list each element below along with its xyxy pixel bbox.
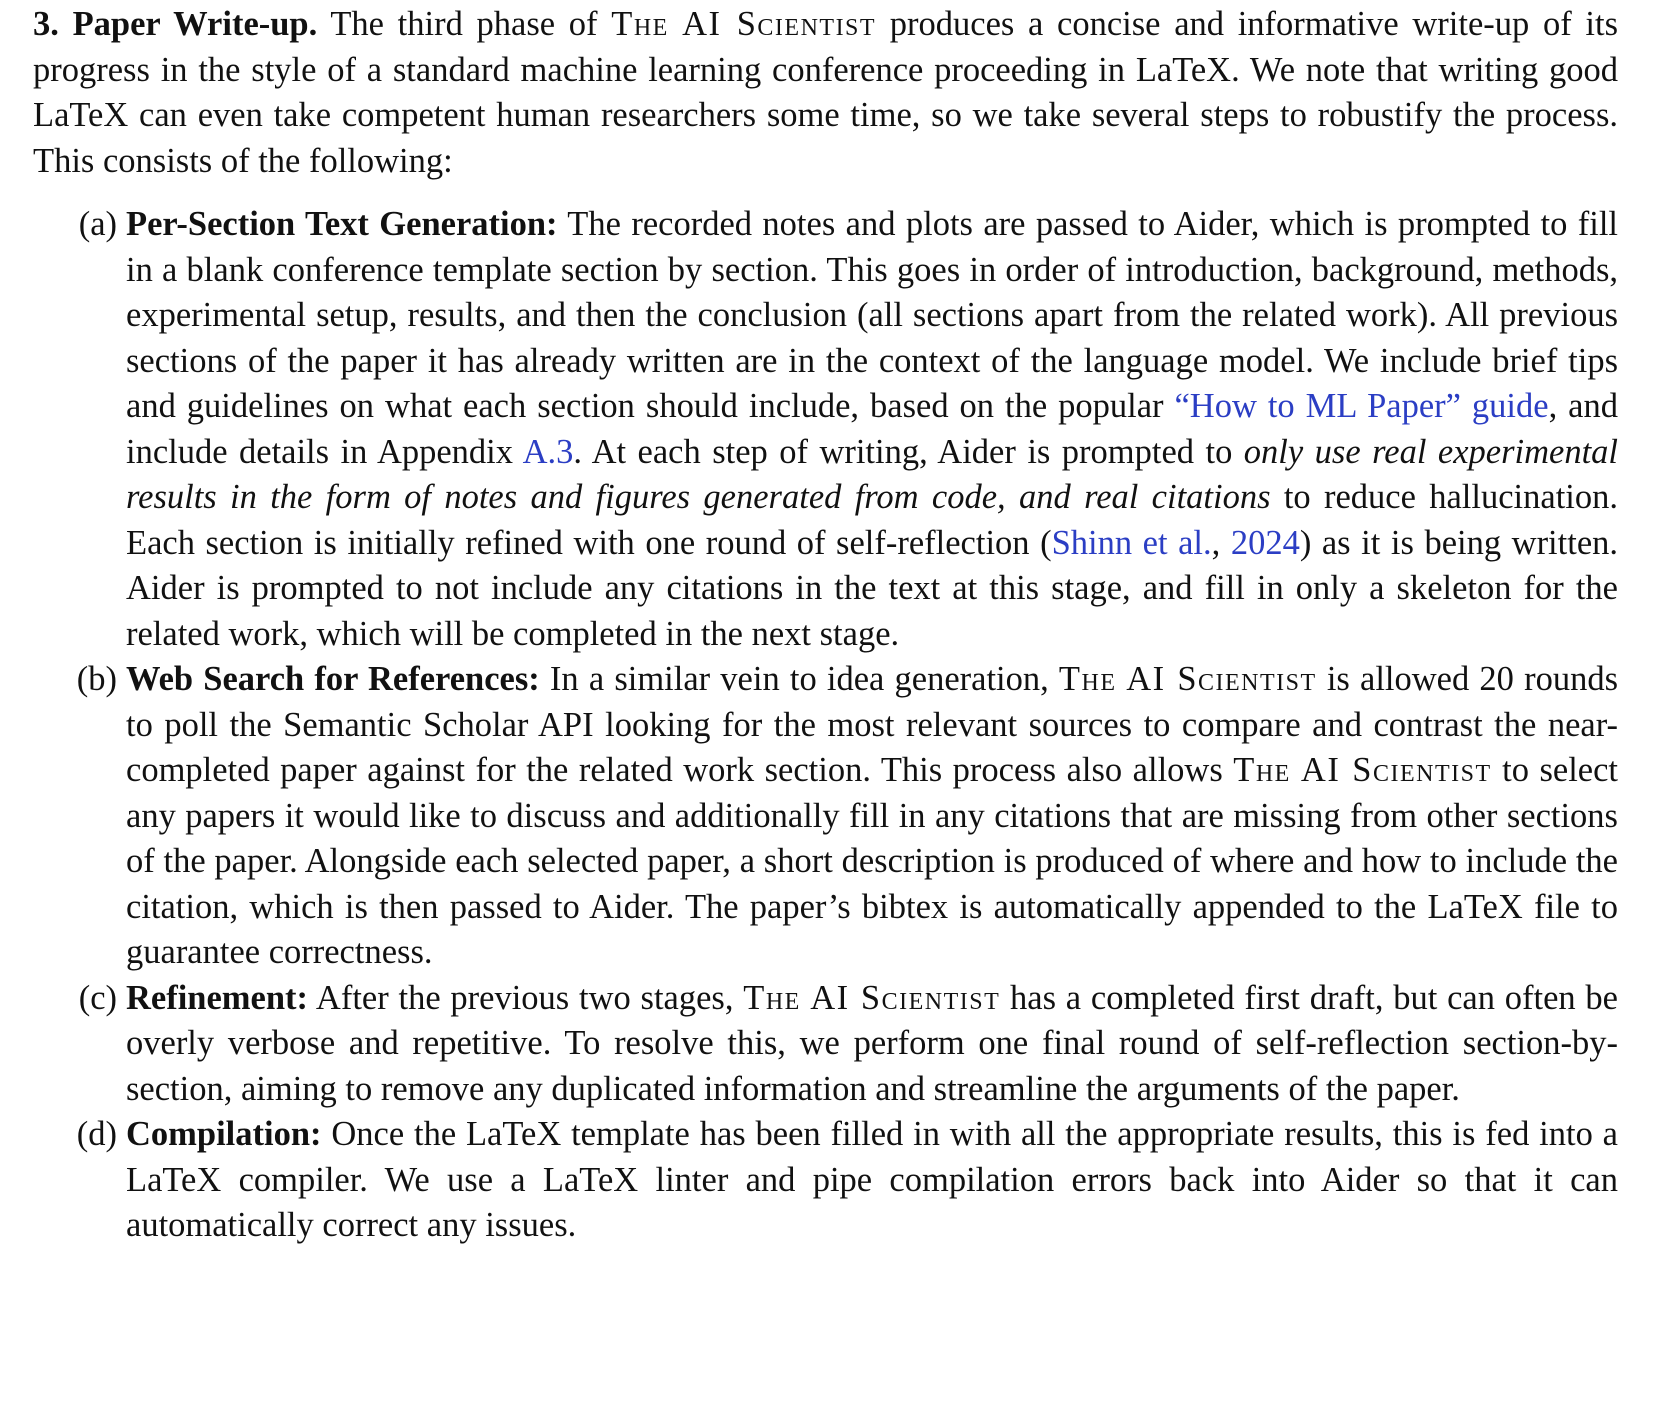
item-text: to reduce hallucination. Each section is initially refined with one round of self-reflection ( (126, 478, 1618, 562)
section-heading: 3. Paper Write-up. (33, 5, 318, 43)
list-item-c (78, 976, 1618, 1113)
system-name: The AI Scientist (1058, 660, 1317, 698)
item-term: Refinement: (126, 978, 309, 1017)
list-item-d (76, 1112, 1618, 1249)
appendix-link[interactable]: A.3 (522, 432, 574, 471)
guide-link[interactable]: “How to ML Paper” guide (1174, 387, 1549, 425)
emphasized-text: only use real experimental results in the form of notes and figures generated from code, and real citations (126, 432, 1618, 516)
item-term: Compilation: (126, 1115, 322, 1153)
system-name: The AI Scientist (611, 5, 877, 43)
item-text: ) as it is being written. Aider is prompted to not include any citations in the text at this stage, and fill in only a skeleton for the related work, which will be completed in the next stage. (126, 523, 1619, 653)
item-text: In a similar vein to idea generation, (539, 660, 1059, 698)
steps-list (33, 202, 1618, 1249)
paper-section (33, 2, 1618, 1249)
citation-author-link[interactable]: Shinn et al. (1051, 523, 1212, 562)
system-name: The AI Scientist (1233, 751, 1492, 789)
list-marker: (d) (76, 1115, 117, 1153)
intro-text-1: The third phase of (317, 5, 612, 43)
item-text: Once the LaTeX template has been filled in with all the appropriate results, this is fed into a LaTeX compiler. We use a LaTeX linter and pipe compilation errors back into Aider so that it can automatically correct any issues. (126, 1115, 1618, 1244)
item-text: to select any papers it would like to discuss and additionally fill in any citations that are missing from other sections of the paper. Alongside each selected paper, a short description is produced of where and how to include the citation, which is then passed to Aider. The paper’s bibtex is automatically appended to the LaTeX file to guarantee correctness. (126, 751, 1618, 971)
list-marker: (a) (78, 205, 117, 243)
item-term: Web Search for References: (126, 660, 540, 698)
citation-separator: , (1211, 523, 1231, 562)
item-text: , and include details in Appendix (126, 387, 1618, 471)
intro-paragraph (33, 2, 1618, 184)
list-item-b (76, 657, 1618, 976)
citation-year-link[interactable]: 2024 (1230, 523, 1300, 562)
intro-text-2: produces a concise and informative write-up of its progress in the style of a standard machine learning conference proceeding in LaTeX. We note that writing good LaTeX can even take competent human researchers some time, so we take several steps to robustify the process. This consists of the following: (33, 5, 1618, 180)
item-text: . At each step of writing, Aider is prompted to (573, 432, 1244, 471)
item-text: has a completed first draft, but can often be overly verbose and repetitive. To resolve this, we perform one final round of self-reflection section-by-section, aiming to remove any duplicated information and streamline the arguments of the paper. (126, 978, 1618, 1108)
item-text: After the previous two stages, (308, 978, 744, 1017)
list-item-a (78, 202, 1619, 657)
item-text: is allowed 20 rounds to poll the Semantic Scholar API looking for the most relevant sources to compare and contrast the near-completed paper against for the related work section. This process also allows (126, 660, 1618, 789)
list-marker: (b) (76, 660, 117, 698)
system-name: The AI Scientist (743, 978, 1001, 1017)
item-text: The recorded notes and plots are passed to Aider, which is prompted to fill in a blank conference template section by section. This goes in order of introduction, background, methods, experimental setup, results, and then the conclusion (all sections apart from the related work). All previous sections of the paper it has already written are in the context of the language model. We include brief tips and guidelines on what each section should include, based on the popular (126, 205, 1619, 425)
list-marker: (c) (78, 978, 117, 1017)
item-term: Per-Section Text Generation: (126, 205, 558, 243)
